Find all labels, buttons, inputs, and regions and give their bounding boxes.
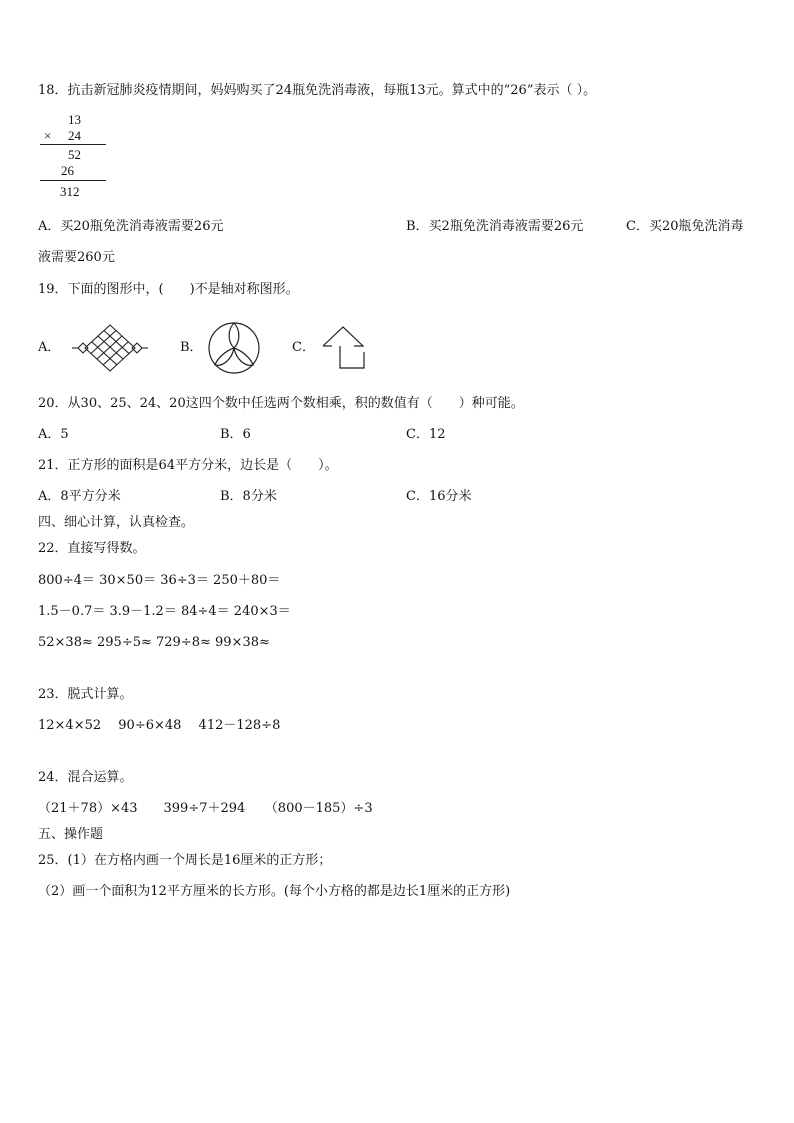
times-sign: × <box>44 128 52 143</box>
arrow-shape-figure <box>320 324 366 372</box>
calc-rule-2 <box>40 180 106 181</box>
calc-partial-2: 26 <box>61 163 74 178</box>
q23-expressions: 12×4×52 90÷6×48 412－128÷8 <box>38 718 281 733</box>
calc-top: 13 <box>68 112 81 127</box>
circle-three-petal-figure <box>207 321 261 375</box>
q23-stem: 23．脱式计算。 <box>38 687 133 702</box>
q18-option-c-line1: C．买20瓶免洗消毒 <box>626 219 744 234</box>
q18-option-b: B．买2瓶免洗消毒液需要26元 <box>406 219 584 234</box>
calc-partial-1: 52 <box>68 147 81 162</box>
q18-stem: 18．抗击新冠肺炎疫情期间，妈妈购买了24瓶免洗消毒液，每瓶13元。算式中的“26”表示（ ）。 <box>38 83 597 98</box>
knot-pattern-figure <box>70 322 150 374</box>
q21-option-a: A．8平方分米 <box>38 489 121 504</box>
q19-stem: 19．下面的图形中，( )不是轴对称图形。 <box>38 282 299 297</box>
q20-stem: 20．从30、25、24、20这四个数中任选两个数相乘，积的数值有（ ）种可能。 <box>38 396 524 411</box>
q22-row-2: 1.5－0.7＝ 3.9－1.2＝ 84÷4＝ 240×3＝ <box>38 604 291 619</box>
q19-label-b: B． <box>180 340 203 355</box>
q20-option-a: A．5 <box>38 427 69 442</box>
q22-row-1: 800÷4＝ 30×50＝ 36÷3＝ 250＋80＝ <box>38 573 281 588</box>
q24-expressions: （21＋78）×43 399÷7＋294 （800－185）÷3 <box>38 801 373 816</box>
q20-option-c: C．12 <box>406 427 446 442</box>
calc-multiplier: 24 <box>68 128 81 143</box>
q21-option-b: B．8分米 <box>220 489 277 504</box>
q22-row-3: 52×38≈ 295÷5≈ 729÷8≈ 99×38≈ <box>38 635 270 650</box>
q19-label-a: A． <box>38 340 61 355</box>
section-4-heading: 四、细心计算，认真检查。 <box>38 515 195 530</box>
q18-vertical-multiplication <box>38 112 118 204</box>
q19-label-c: C． <box>292 340 315 355</box>
calc-result: 312 <box>60 184 80 199</box>
q18-option-c-line2: 液需要260元 <box>38 250 115 265</box>
section-5-heading: 五、操作题 <box>38 827 104 842</box>
q21-stem: 21．正方形的面积是64平方分米，边长是（ ）。 <box>38 458 338 473</box>
q20-option-b: B．6 <box>220 427 251 442</box>
calc-rule-1 <box>40 144 106 145</box>
q21-option-c: C．16分米 <box>406 489 472 504</box>
q22-stem: 22．直接写得数。 <box>38 541 146 556</box>
q18-option-a: A．买20瓶免洗消毒液需要26元 <box>38 219 224 234</box>
q25-part-1: 25．(1）在方格内画一个周长是16厘米的正方形； <box>38 853 332 868</box>
q24-stem: 24．混合运算。 <box>38 770 133 785</box>
q25-part-2: （2）画一个面积为12平方厘米的长方形。(每个小方格的都是边长1厘米的正方形) <box>38 884 511 899</box>
